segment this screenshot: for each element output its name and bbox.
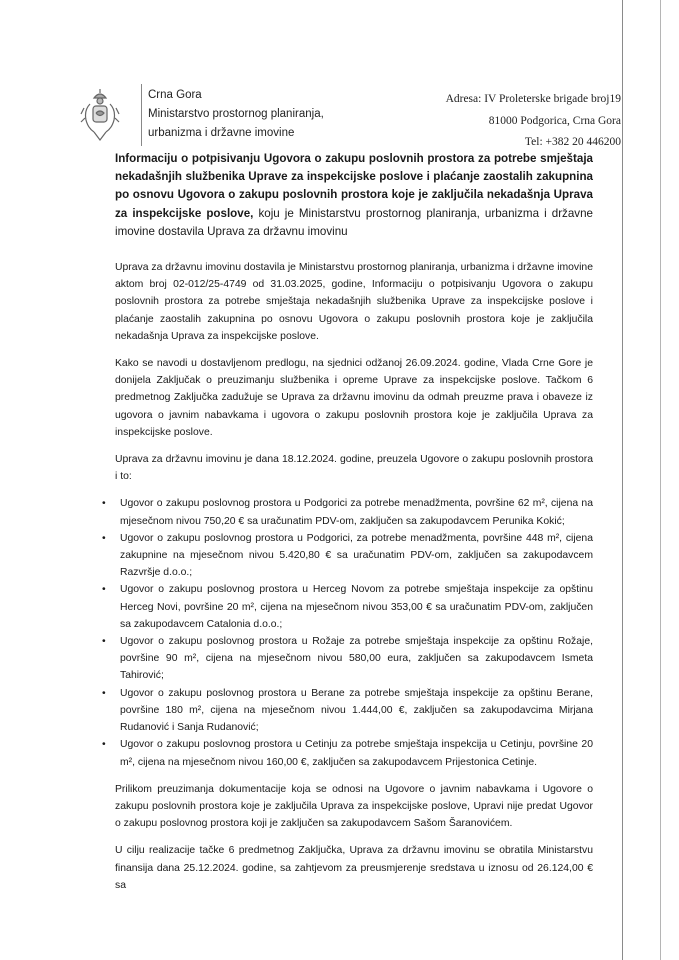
list-item (100, 633, 593, 685)
bullet-icon: • (102, 739, 106, 751)
list-item-text: Ugovor o zakupu poslovnog prostora u Podgorici za potrebe menadžmenta, površine 62 m², cijena na mjesečnom nivou 750,20 € sa uračunatim PDV-om, zaključen sa zakupodavcem Perunika Kokić; (120, 498, 593, 527)
list-item-text: Ugovor o zakupu poslovnog prostora u Podgorici, za potrebe menadžmenta, površine 448 m², cijena zakupnine na mjesečnom nivou 5.420,80 € sa uračunatim PDV-om, zaključen sa zakupodavcem Razvršje d.o.o.; (120, 532, 593, 579)
paragraph-2: Kako se navodi u dostavljenom predlogu, na sjednici odžanoj 26.09.2024. godine, Vlada Crne Gore je donijela Zaključak o preuzimanju službenika i opreme Uprave za inspekcijske poslove. Tačkom 6 predmetnog Zaključka zadužuje se Uprava za državnu imovinu da odmah preuzme prava i obaveze iz ugovora o javnim nabavkama i ugovora o zakupu poslovnih prostora koje je zaključila Uprava za inspekcijske poslove. (115, 358, 593, 438)
bullet-icon: • (102, 687, 106, 699)
list-item-text: Ugovor o zakupu poslovnog prostora u Cetinju za potrebe smještaja inspekcija u Cetinju, površine 20 m², cijena na mjesečnom nivou 160,00 €, zaključen sa zakupodavcem Prijestonica Cetinje. (120, 739, 593, 768)
page-edge-line (660, 0, 661, 960)
page-edge-line (622, 0, 623, 960)
bullet-icon: • (102, 636, 106, 648)
paragraph-1: Uprava za državnu imovinu dostavila je Ministarstvu prostornog planiranja, urbanizma i državne imovine aktom broj 02-012/25-4749 od 31.03.2025, godine, Informaciju o potpisivanju Ugovora o zakupu poslovnih prostora za potrebe smještaja nekadašnjih službenika Uprave za inspekcijske poslove i plaćanje zaostalih zakupnina po osnovu Ugovora o zakupu poslovnih prostora koje je zaključila nekadašnja Uprava za inspekcijske poslove. (115, 262, 593, 342)
header-ministry: Ministarstvo prostornog planiranja, (148, 108, 324, 120)
paragraph-5: U cilju realizacije tačke 6 predmetnog Zaključka, Uprava za državnu imovinu se obratila Ministarstvu finansija dana 25.12.2024. godine, sa zahtjevom za preusmjerenje sredstava u iznosu od 26.124,00 € sa (115, 845, 593, 891)
address-city: 81000 Podgorica, Crna Gora (488, 114, 621, 127)
bullet-icon: • (102, 532, 106, 544)
document-body (102, 0, 593, 924)
address-street: Adresa: IV Proleterske brigade broj19 (445, 93, 621, 105)
header-ministry-cont: urbanizma i državne imovine (148, 127, 295, 139)
bullet-icon: • (102, 584, 106, 596)
paragraph-3: Uprava za državnu imovinu je dana 18.12.2024. godine, preuzela Ugovore o zakupu poslovnih prostora i to: (115, 454, 593, 483)
paragraph-4: Prilikom preuzimanja dokumentacije koja se odnosi na Ugovore o javnim nabavkama i Ugovore o zakupu poslovnih prostora koje je zaključila Uprava za inspekcijske poslove, Upravi nije predat Ugovor o zakupu poslovnog prostora koji je zaključen sa zakupodavcem Sašom Šaranovićem. (115, 783, 593, 830)
list-item (100, 495, 593, 529)
list-item (100, 736, 593, 770)
bullet-icon: • (102, 498, 106, 510)
list-item-text: Ugovor o zakupu poslovnog prostora u Herceg Novom za potrebe smještaja inspekcije za opštinu Herceg Novi, površine 20 m², cijena na mjesečnom nivou 353,00 € sa uračunatim PDV-om, zaključen sa zakupodavcem Catalonia d.o.o.; (120, 584, 593, 630)
document-title (115, 150, 593, 241)
list-item (100, 685, 593, 737)
title-normal: koju je Ministarstvu prostornog planiranja, urbanizma i državne imovine dostavila Uprava za državnu imovinu (115, 206, 593, 238)
title-bold: Informaciju o potpisivanju Ugovora o zakupu poslovnih prostora za potrebe smještaja nekadašnjih službenika Uprave za inspekcijske poslove i plaćanje zaostalih zakupnina po osnovu Ugovora o zakupu poslovnih prostora koje je zaključila nekadašnja Uprava za inspekcijske poslove, (115, 152, 593, 220)
coat-of-arms-icon (80, 88, 120, 144)
address-phone: Tel: +382 20 446200 (524, 136, 621, 148)
list-item-text: Ugovor o zakupu poslovnog prostora u Rožaje za potrebe smještaja inspekcije za opštinu Rožaje, površine 90 m², cijena na mjesečnom nivou 580,00 eura, zaključen sa zakupodavcem Ismeta Tahirović; (120, 636, 593, 682)
list-item-text: Ugovor o zakupu poslovnog prostora u Berane za potrebe smještaja inspekcije za opštinu Berane, površine 180 m², cijena na mjesečnom nivou 1.444,00 €, zaključen sa zakupodavcima Mirjana Rudanović i Sanja Rudanović; (120, 687, 593, 734)
list-item (100, 530, 593, 582)
contract-list (100, 495, 593, 770)
list-item (100, 581, 593, 633)
header-country: Crna Gora (148, 89, 202, 101)
